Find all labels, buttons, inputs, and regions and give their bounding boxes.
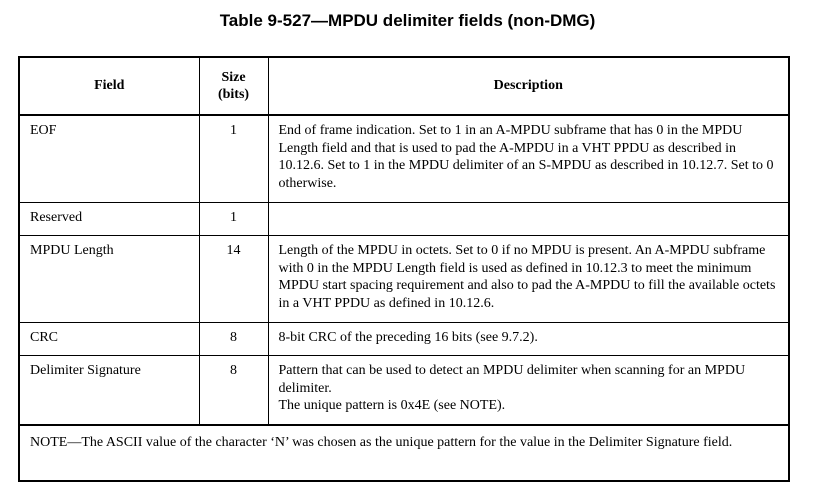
cell-field: EOF bbox=[19, 115, 199, 203]
table-row bbox=[19, 115, 789, 203]
cell-size: 8 bbox=[199, 323, 268, 356]
cell-description: Length of the MPDU in octets. Set to 0 if no MPDU is present. An A-MPDU subframe with 0 in the MPDU Length field is used as defined in 10.12.3 to meet the minimum MPDU start spacing requirement and also to pad the A-MPDU to fill the available octets in a VHT PPDU as defined in 10.12.6. bbox=[268, 236, 789, 323]
note-row bbox=[19, 425, 789, 481]
header-field: Field bbox=[19, 57, 199, 115]
cell-size: 8 bbox=[199, 356, 268, 426]
cell-description bbox=[268, 203, 789, 236]
header-size bbox=[199, 57, 268, 115]
cell-description bbox=[268, 356, 789, 426]
mpdu-delimiter-table bbox=[18, 56, 790, 482]
header-size-label: Size bbox=[221, 69, 246, 85]
cell-size: 1 bbox=[199, 115, 268, 203]
table-row bbox=[19, 236, 789, 323]
table-row bbox=[19, 356, 789, 426]
cell-size: 1 bbox=[199, 203, 268, 236]
header-size-unit: (bits) bbox=[217, 87, 250, 102]
header-description: Description bbox=[268, 57, 789, 115]
cell-size: 14 bbox=[199, 236, 268, 323]
cell-field: MPDU Length bbox=[19, 236, 199, 323]
table-note: NOTE—The ASCII value of the character ‘N’ was chosen as the unique pattern for the value in the Delimiter Signature field. bbox=[19, 425, 789, 481]
cell-field: Delimiter Signature bbox=[19, 356, 199, 426]
cell-description: 8-bit CRC of the preceding 16 bits (see 9.7.2). bbox=[268, 323, 789, 356]
header-row bbox=[19, 57, 789, 115]
table-row bbox=[19, 203, 789, 236]
table-row bbox=[19, 323, 789, 356]
description-text: Pattern that can be used to detect an MPDU delimiter when scanning for an MPDU delimiter. bbox=[278, 363, 746, 396]
cell-field: CRC bbox=[19, 323, 199, 356]
cell-description: End of frame indication. Set to 1 in an A-MPDU subframe that has 0 in the MPDU Length field and that is used to pad the A-MPDU in a VHT PPDU as described in 10.12.6. Set to 1 in the MPDU delimiter of an S-MPDU as described in 10.12.7. Set to 0 otherwise. bbox=[268, 115, 789, 203]
description-extra-text: The unique pattern is 0x4E (see NOTE). bbox=[278, 398, 506, 413]
table-title: Table 9-527—MPDU delimiter fields (non-DMG) bbox=[219, 11, 596, 30]
cell-field: Reserved bbox=[19, 203, 199, 236]
